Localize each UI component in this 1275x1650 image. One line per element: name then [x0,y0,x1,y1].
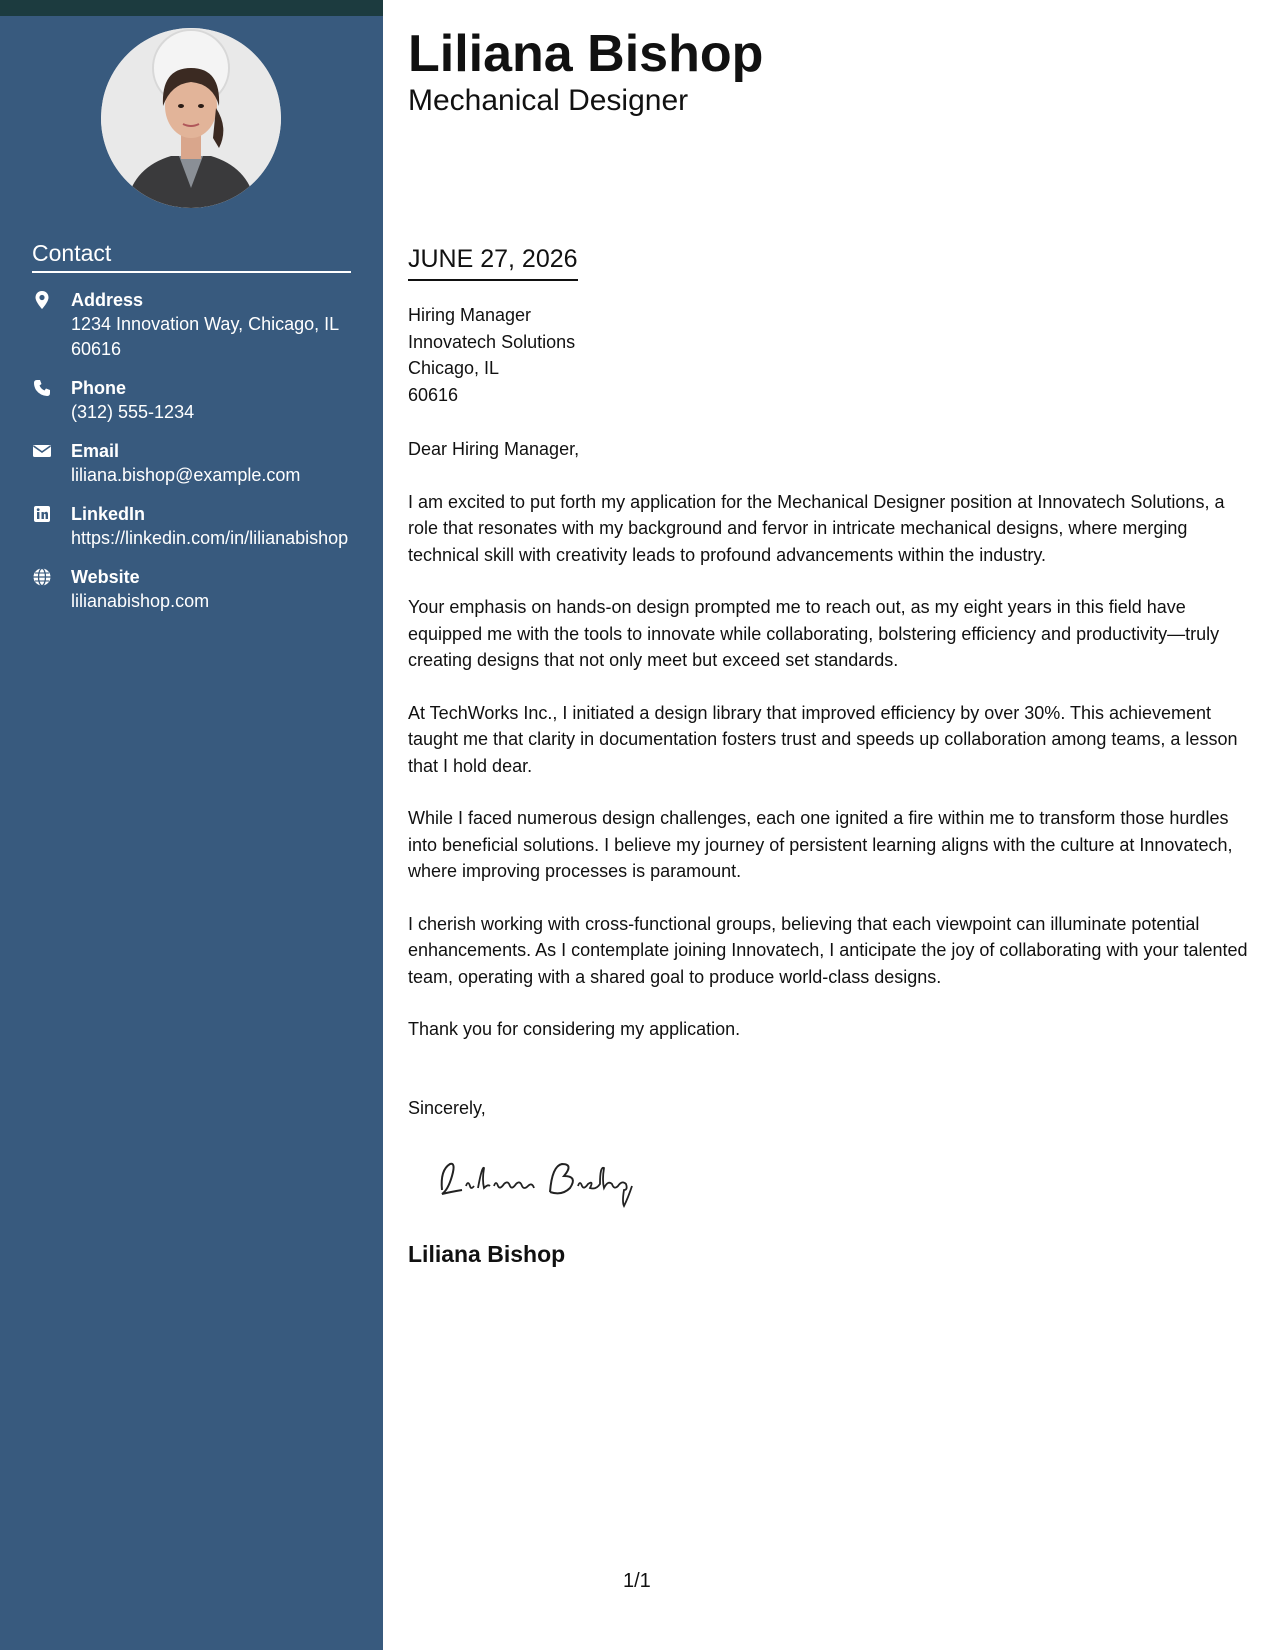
sidebar [0,16,383,1650]
linkedin-value[interactable]: https://linkedin.com/in/lilianabishop [71,528,349,548]
linkedin-icon [32,504,52,524]
contact-item-email [32,439,352,488]
closing: Sincerely, [408,1098,486,1118]
profile-photo [101,28,281,208]
signer-name: Liliana Bishop [408,1241,566,1267]
body-paragraph: Thank you for considering my application. [408,1019,741,1039]
contact-label: Address [71,290,144,310]
contact-label: Phone [71,378,127,398]
profile-photo-image [101,28,281,208]
contact-heading: Contact [32,240,351,273]
map-pin-icon [32,290,52,310]
applicant-title: Mechanical Designer [408,84,689,117]
phone-value[interactable]: (312) 555-1234 [71,402,195,422]
handwritten-signature [428,1150,668,1210]
body-paragraph: I am excited to put forth my application for the Mechanical Designer position at Innovatech Solutions, a role that resonates with my background and fervor in intricate mechanical designs, where merging technical skill with creativity leads to profound advancements within the industry. [408,491,1225,565]
applicant-name: Liliana Bishop [408,25,764,83]
contact-item-address [32,288,352,362]
contact-item-website [32,565,352,614]
website-value[interactable]: lilianabishop.com [71,591,210,611]
page-number: 1/1 [623,1570,651,1592]
letter-body [408,436,1250,1069]
contact-label: Website [71,567,140,587]
recipient-line: Chicago, IL [408,358,500,378]
body-paragraph: At TechWorks Inc., I initiated a design library that improved efficiency by over 30%. This achievement taught me that clarity in documentation fosters trust and speeds up collaboration among teams, a lesson that I hold dear. [408,702,1238,776]
body-paragraph: Your emphasis on hands-on design prompted me to reach out, as my eight years in this field have equipped me with the tools to innovate while collaborating, bolstering efficiency and productivity—truly creating designs that not only meet but exceed set standards. [408,597,1220,670]
contact-item-phone [32,376,352,425]
salutation: Dear Hiring Manager, [408,439,580,459]
recipient-block [408,302,575,408]
recipient-line: Innovatech Solutions [408,331,576,352]
contact-item-linkedin [32,502,352,551]
recipient-line: 60616 [408,384,459,405]
contact-list [32,288,352,628]
body-paragraph: I cherish working with cross-functional groups, believing that each viewpoint can illuminate potential enhancements. As I contemplate joining Innovatech, I anticipate the joy of collaborating with your talented team, operating with a shared goal to produce world-class designs. [408,913,1248,987]
letter-date: JUNE 27, 2026 [408,243,578,281]
phone-icon [32,378,52,398]
recipient-line: Hiring Manager [408,305,532,325]
top-accent-bar [0,0,383,16]
contact-label: LinkedIn [71,504,146,524]
email-value[interactable]: liliana.bishop@example.com [71,465,301,485]
contact-label: Email [71,441,120,461]
body-paragraph: While I faced numerous design challenges, each one ignited a fire within me to transform those hurdles into beneficial solutions. I believe my journey of persistent learning aligns with the culture at Innovatech, where improving processes is paramount. [408,808,1233,881]
globe-icon [32,567,52,587]
address-value: 1234 Innovation Way, Chicago, IL 60616 [71,314,339,359]
envelope-icon [32,441,52,461]
